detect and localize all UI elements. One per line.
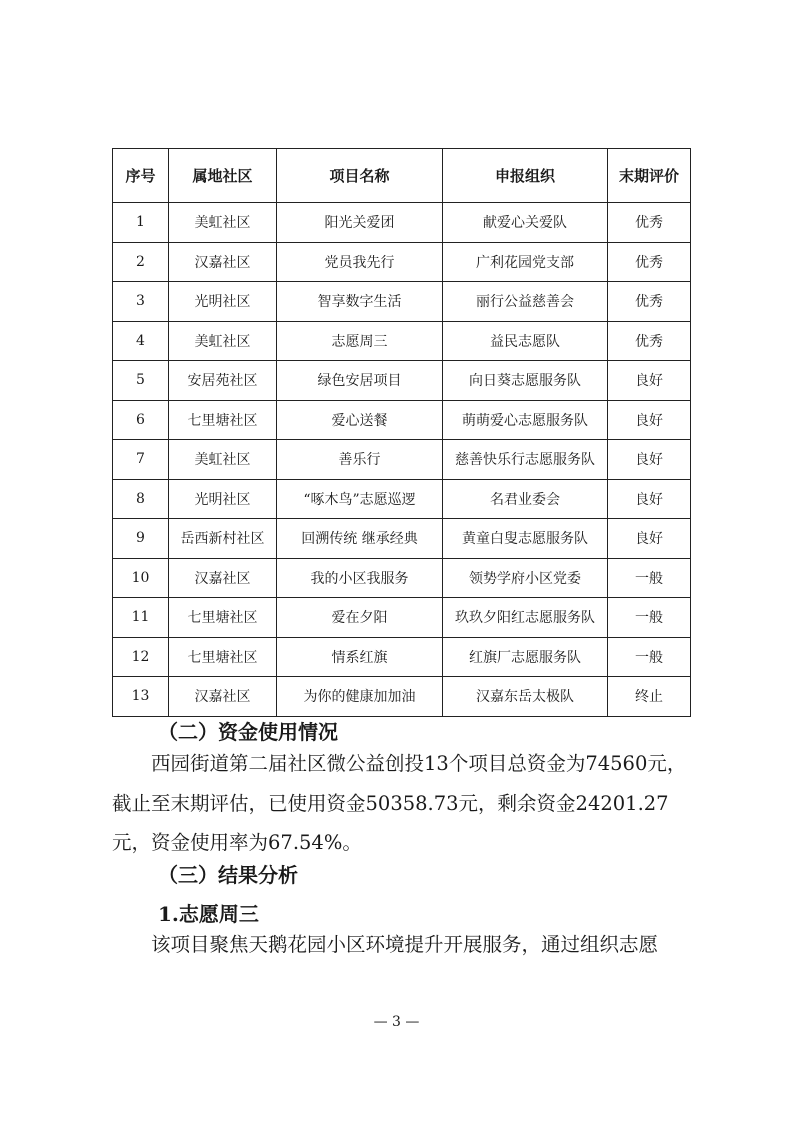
cell-applicant-org: 汉嘉东岳太极队 <box>443 677 608 717</box>
cell-final-rating: 一般 <box>608 558 691 598</box>
cell-applicant-org: 慈善快乐行志愿服务队 <box>443 440 608 480</box>
table-row <box>113 558 691 598</box>
cell-project-name: 我的小区我服务 <box>277 558 443 598</box>
cell-index: 2 <box>113 242 169 282</box>
cell-applicant-org: 黄童白叟志愿服务队 <box>443 519 608 559</box>
cell-final-rating: 良好 <box>608 440 691 480</box>
table-row <box>113 479 691 519</box>
table-row <box>113 519 691 559</box>
header-project-name: 项目名称 <box>277 149 443 203</box>
cell-applicant-org: 献爱心关爱队 <box>443 203 608 243</box>
cell-final-rating: 优秀 <box>608 203 691 243</box>
cell-community: 安居苑社区 <box>169 361 277 401</box>
cell-index: 8 <box>113 479 169 519</box>
cell-community: 汉嘉社区 <box>169 677 277 717</box>
table-row <box>113 203 691 243</box>
cell-applicant-org: 红旗厂志愿服务队 <box>443 637 608 677</box>
cell-community: 七里塘社区 <box>169 598 277 638</box>
table-row <box>113 242 691 282</box>
cell-final-rating: 一般 <box>608 637 691 677</box>
cell-project-name: 情系红旗 <box>277 637 443 677</box>
header-index: 序号 <box>113 149 169 203</box>
cell-community: 美虹社区 <box>169 440 277 480</box>
evaluation-table <box>112 148 691 717</box>
cell-final-rating: 良好 <box>608 361 691 401</box>
subheading-volunteer-wednesday: 1.志愿周三 <box>158 902 259 926</box>
cell-applicant-org: 向日葵志愿服务队 <box>443 361 608 401</box>
page-number: — 3 — <box>373 1014 420 1030</box>
table-row <box>113 637 691 677</box>
cell-community: 七里塘社区 <box>169 637 277 677</box>
header-applicant-org: 申报组织 <box>443 149 608 203</box>
cell-index: 11 <box>113 598 169 638</box>
funds-paragraph <box>112 744 690 863</box>
cell-community: 七里塘社区 <box>169 400 277 440</box>
cell-community: 岳西新村社区 <box>169 519 277 559</box>
funds-paragraph-text: 西园街道第二届社区微公益创投13个项目总资金为74560元，截止至末期评估，已使用资金50358.73元，剩余资金24201.27元，资金使用率为67.54%。 <box>112 752 687 854</box>
cell-project-name: “啄木鸟”志愿巡逻 <box>277 479 443 519</box>
cell-project-name: 善乐行 <box>277 440 443 480</box>
cell-index: 12 <box>113 637 169 677</box>
analysis-paragraph-text: 该项目聚焦天鹅花园小区环境提升开展服务，通过组织志愿 <box>151 933 659 956</box>
cell-applicant-org: 名君业委会 <box>443 479 608 519</box>
cell-project-name: 绿色安居项目 <box>277 361 443 401</box>
table-row <box>113 440 691 480</box>
cell-final-rating: 优秀 <box>608 282 691 322</box>
cell-final-rating: 终止 <box>608 677 691 717</box>
section-heading-funds: （二）资金使用情况 <box>158 720 338 744</box>
cell-applicant-org: 领势学府小区党委 <box>443 558 608 598</box>
cell-final-rating: 良好 <box>608 519 691 559</box>
cell-index: 5 <box>113 361 169 401</box>
cell-applicant-org: 丽行公益慈善会 <box>443 282 608 322</box>
section-heading-analysis: （三）结果分析 <box>158 863 298 887</box>
table-row <box>113 677 691 717</box>
cell-applicant-org: 益民志愿队 <box>443 321 608 361</box>
cell-applicant-org: 广利花园党支部 <box>443 242 608 282</box>
cell-index: 9 <box>113 519 169 559</box>
table-row <box>113 400 691 440</box>
cell-community: 汉嘉社区 <box>169 242 277 282</box>
cell-community: 汉嘉社区 <box>169 558 277 598</box>
header-final-rating: 末期评价 <box>608 149 691 203</box>
cell-final-rating: 一般 <box>608 598 691 638</box>
table-row <box>113 361 691 401</box>
cell-index: 10 <box>113 558 169 598</box>
table-row <box>113 282 691 322</box>
cell-final-rating: 良好 <box>608 400 691 440</box>
cell-project-name: 阳光关爱团 <box>277 203 443 243</box>
cell-project-name: 爱在夕阳 <box>277 598 443 638</box>
table-header-row <box>113 149 691 203</box>
cell-index: 6 <box>113 400 169 440</box>
cell-project-name: 回溯传统 继承经典 <box>277 519 443 559</box>
cell-community: 光明社区 <box>169 479 277 519</box>
cell-final-rating: 优秀 <box>608 242 691 282</box>
cell-index: 13 <box>113 677 169 717</box>
cell-applicant-org: 萌萌爱心志愿服务队 <box>443 400 608 440</box>
cell-index: 7 <box>113 440 169 480</box>
cell-project-name: 为你的健康加加油 <box>277 677 443 717</box>
cell-community: 美虹社区 <box>169 321 277 361</box>
header-community: 属地社区 <box>169 149 277 203</box>
cell-index: 3 <box>113 282 169 322</box>
table-row <box>113 321 691 361</box>
cell-project-name: 爱心送餐 <box>277 400 443 440</box>
table-body <box>113 203 691 717</box>
analysis-paragraph <box>112 925 690 965</box>
cell-applicant-org: 玖玖夕阳红志愿服务队 <box>443 598 608 638</box>
cell-community: 美虹社区 <box>169 203 277 243</box>
cell-community: 光明社区 <box>169 282 277 322</box>
cell-project-name: 志愿周三 <box>277 321 443 361</box>
table-row <box>113 598 691 638</box>
cell-project-name: 党员我先行 <box>277 242 443 282</box>
cell-index: 1 <box>113 203 169 243</box>
cell-project-name: 智享数字生活 <box>277 282 443 322</box>
cell-final-rating: 良好 <box>608 479 691 519</box>
cell-index: 4 <box>113 321 169 361</box>
cell-final-rating: 优秀 <box>608 321 691 361</box>
